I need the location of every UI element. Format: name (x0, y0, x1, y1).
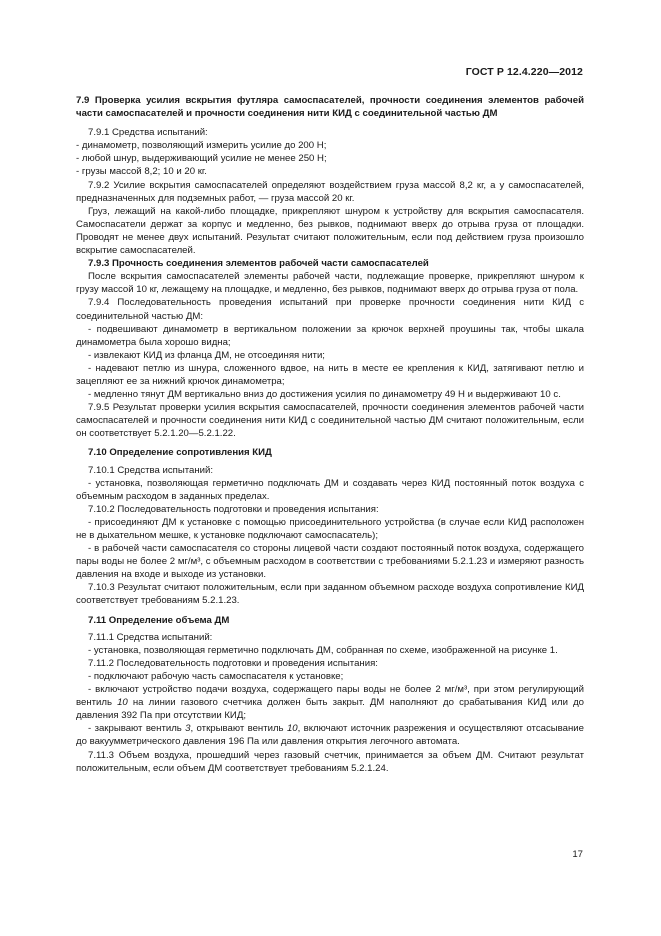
valve-number: 3 (185, 723, 191, 735)
list-item: - извлекают КИД из фланца ДМ, не отсоединяя нити; (88, 349, 325, 361)
list-item: - надевают петлю из шнура, сложенного вдвое, на нить в месте ее крепления к КИД, затягивают петлю и зацепляют ее за нижний крючок динамометра; (76, 362, 584, 387)
clause-7-9-3-title: 7.9.3 Прочность соединения элементов рабочей части самоспасателей (88, 258, 429, 270)
clause-7-11-3: 7.11.3 Объем воздуха, прошедший через газовый счетчик, принимается за объем ДМ. Считают результат положительным, если объем ДМ соответствует требованиям 5.2.1.24. (76, 749, 584, 774)
list-item: - установка, позволяющая герметично подключать ДМ, собранная по схеме, изображенной на рисунке 1. (88, 644, 558, 656)
list-item: - в рабочей части самоспасателя со стороны лицевой части создают постоянный поток воздуха, содержащего пары воды не более 2 мг/м³, с объемным расходом в соответствии с требованиями 5.2.1.23 и измеряют разность давления на входе и выходе из установки. (76, 543, 584, 581)
text-span: , включают источник разрежения и осуществляют отсасывание до вакуумметрического давления 196 Па или давления открытия легочного автомата. (76, 723, 584, 748)
clause-7-9-5: 7.9.5 Результат проверки усилия вскрытия самоспасателей, прочности соединения элементов рабочей части самоспасателей и прочности соединения нити КИД с соединительной частью ДМ считают положительным, если он соответствует 5.2.1.20—5.2.1.22. (76, 402, 584, 440)
list-item: - подвешивают динамометр в вертикальном положении за крючок верхней проушины так, чтобы шкала динамометра была хорошо видна; (76, 323, 584, 348)
clause-7-9-3: После вскрытия самоспасателей элементы рабочей части, подлежащие проверке, прикрепляют шнуром к грузу массой 10 кг, лежащему на площадке, и медленно, без рывков, поднимают вверх до отрыва груза от пола. (76, 271, 584, 296)
list-item (76, 722, 584, 748)
list-item: - динамометр, позволяющий измерить усилие до 200 Н; (76, 140, 327, 152)
clause-7-10-3: 7.10.3 Результат считают положительным, если при заданном объемном расходе воздуха сопротивление КИД соответствует требованиям 5.2.1.23. (76, 582, 584, 607)
list-item: - присоединяют ДМ к установке с помощью присоединительного устройства (в случае если КИД расположен не в дыхательном мешке, к установке подключают самоспасатель); (76, 516, 584, 541)
clause-7-9-2: 7.9.2 Усилие вскрытия самоспасателей определяют воздействием груза массой 8,2 кг, а у самоспасателей, предназначенных для подземных работ, — груза массой 20 кг. (76, 179, 584, 204)
clause-7-9-2-text: Груз, лежащий на какой-либо площадке, прикрепляют шнуром к устройству для вскрытия самоспасателя. Самоспасатели держат за корпус и медленно, без рывков, поднимают вверх до отрыва груза от площадки. Проводят не менее двух испытаний. Результат считают положительным, если под действием груза произошло вскрытие самоспасателей. (76, 205, 584, 257)
text-span: - закрывают вентиль (88, 723, 186, 735)
page-content (76, 94, 584, 775)
document-code: ГОСТ Р 12.4.220—2012 (465, 66, 583, 78)
text-span: - включают устройство подачи воздуха, содержащего пары воды не более 2 мг/м³, при этом регулирующий вентиль (76, 684, 584, 709)
section-7-9-title: 7.9 Проверка усилия вскрытия футляра самоспасателей, прочности соединения элементов рабочей части самоспасателей и прочности соединения нити КИД с соединительной частью ДМ (76, 95, 584, 120)
clause-7-10-2: 7.10.2 Последовательность подготовки и проведения испытания: (88, 503, 379, 515)
clause-7-9-1: 7.9.1 Средства испытаний: (88, 127, 208, 139)
clause-7-11-1: 7.11.1 Средства испытаний: (88, 631, 213, 643)
text-span: , открывают вентиль (190, 723, 287, 735)
valve-number: 10 (286, 723, 298, 735)
list-item: - установка, позволяющая герметично подключать ДМ и создавать через КИД постоянный поток воздуха с объемным расходом в заданных пределах. (76, 477, 584, 502)
valve-number: 10 (117, 697, 128, 709)
list-item: - медленно тянут ДМ вертикально вниз до достижения усилия по динамометру 49 Н и выдерживают 10 с. (88, 389, 561, 401)
page-number: 17 (572, 849, 583, 860)
list-item (76, 683, 584, 722)
section-7-11-title: 7.11 Определение объема ДМ (88, 614, 230, 626)
clause-7-9-4: 7.9.4 Последовательность проведения испытаний при проверке прочности соединения нити КИД с соединительной частью ДМ: (76, 297, 584, 322)
list-item: - грузы массой 8,2; 10 и 20 кг. (76, 166, 207, 178)
text-span: на линии газового счетчика должен быть закрыт. ДМ наполняют до срабатывания КИД или до давления 392 Па при отсутствии КИД; (76, 697, 585, 722)
list-item: - любой шнур, выдерживающий усилие не менее 250 Н; (76, 153, 327, 165)
clause-7-10-1: 7.10.1 Средства испытаний: (88, 464, 214, 476)
section-7-10-title: 7.10 Определение сопротивления КИД (88, 447, 272, 459)
list-item: - подключают рабочую часть самоспасателя к установке; (88, 670, 344, 682)
clause-7-11-2: 7.11.2 Последовательность подготовки и проведения испытания: (88, 657, 378, 669)
